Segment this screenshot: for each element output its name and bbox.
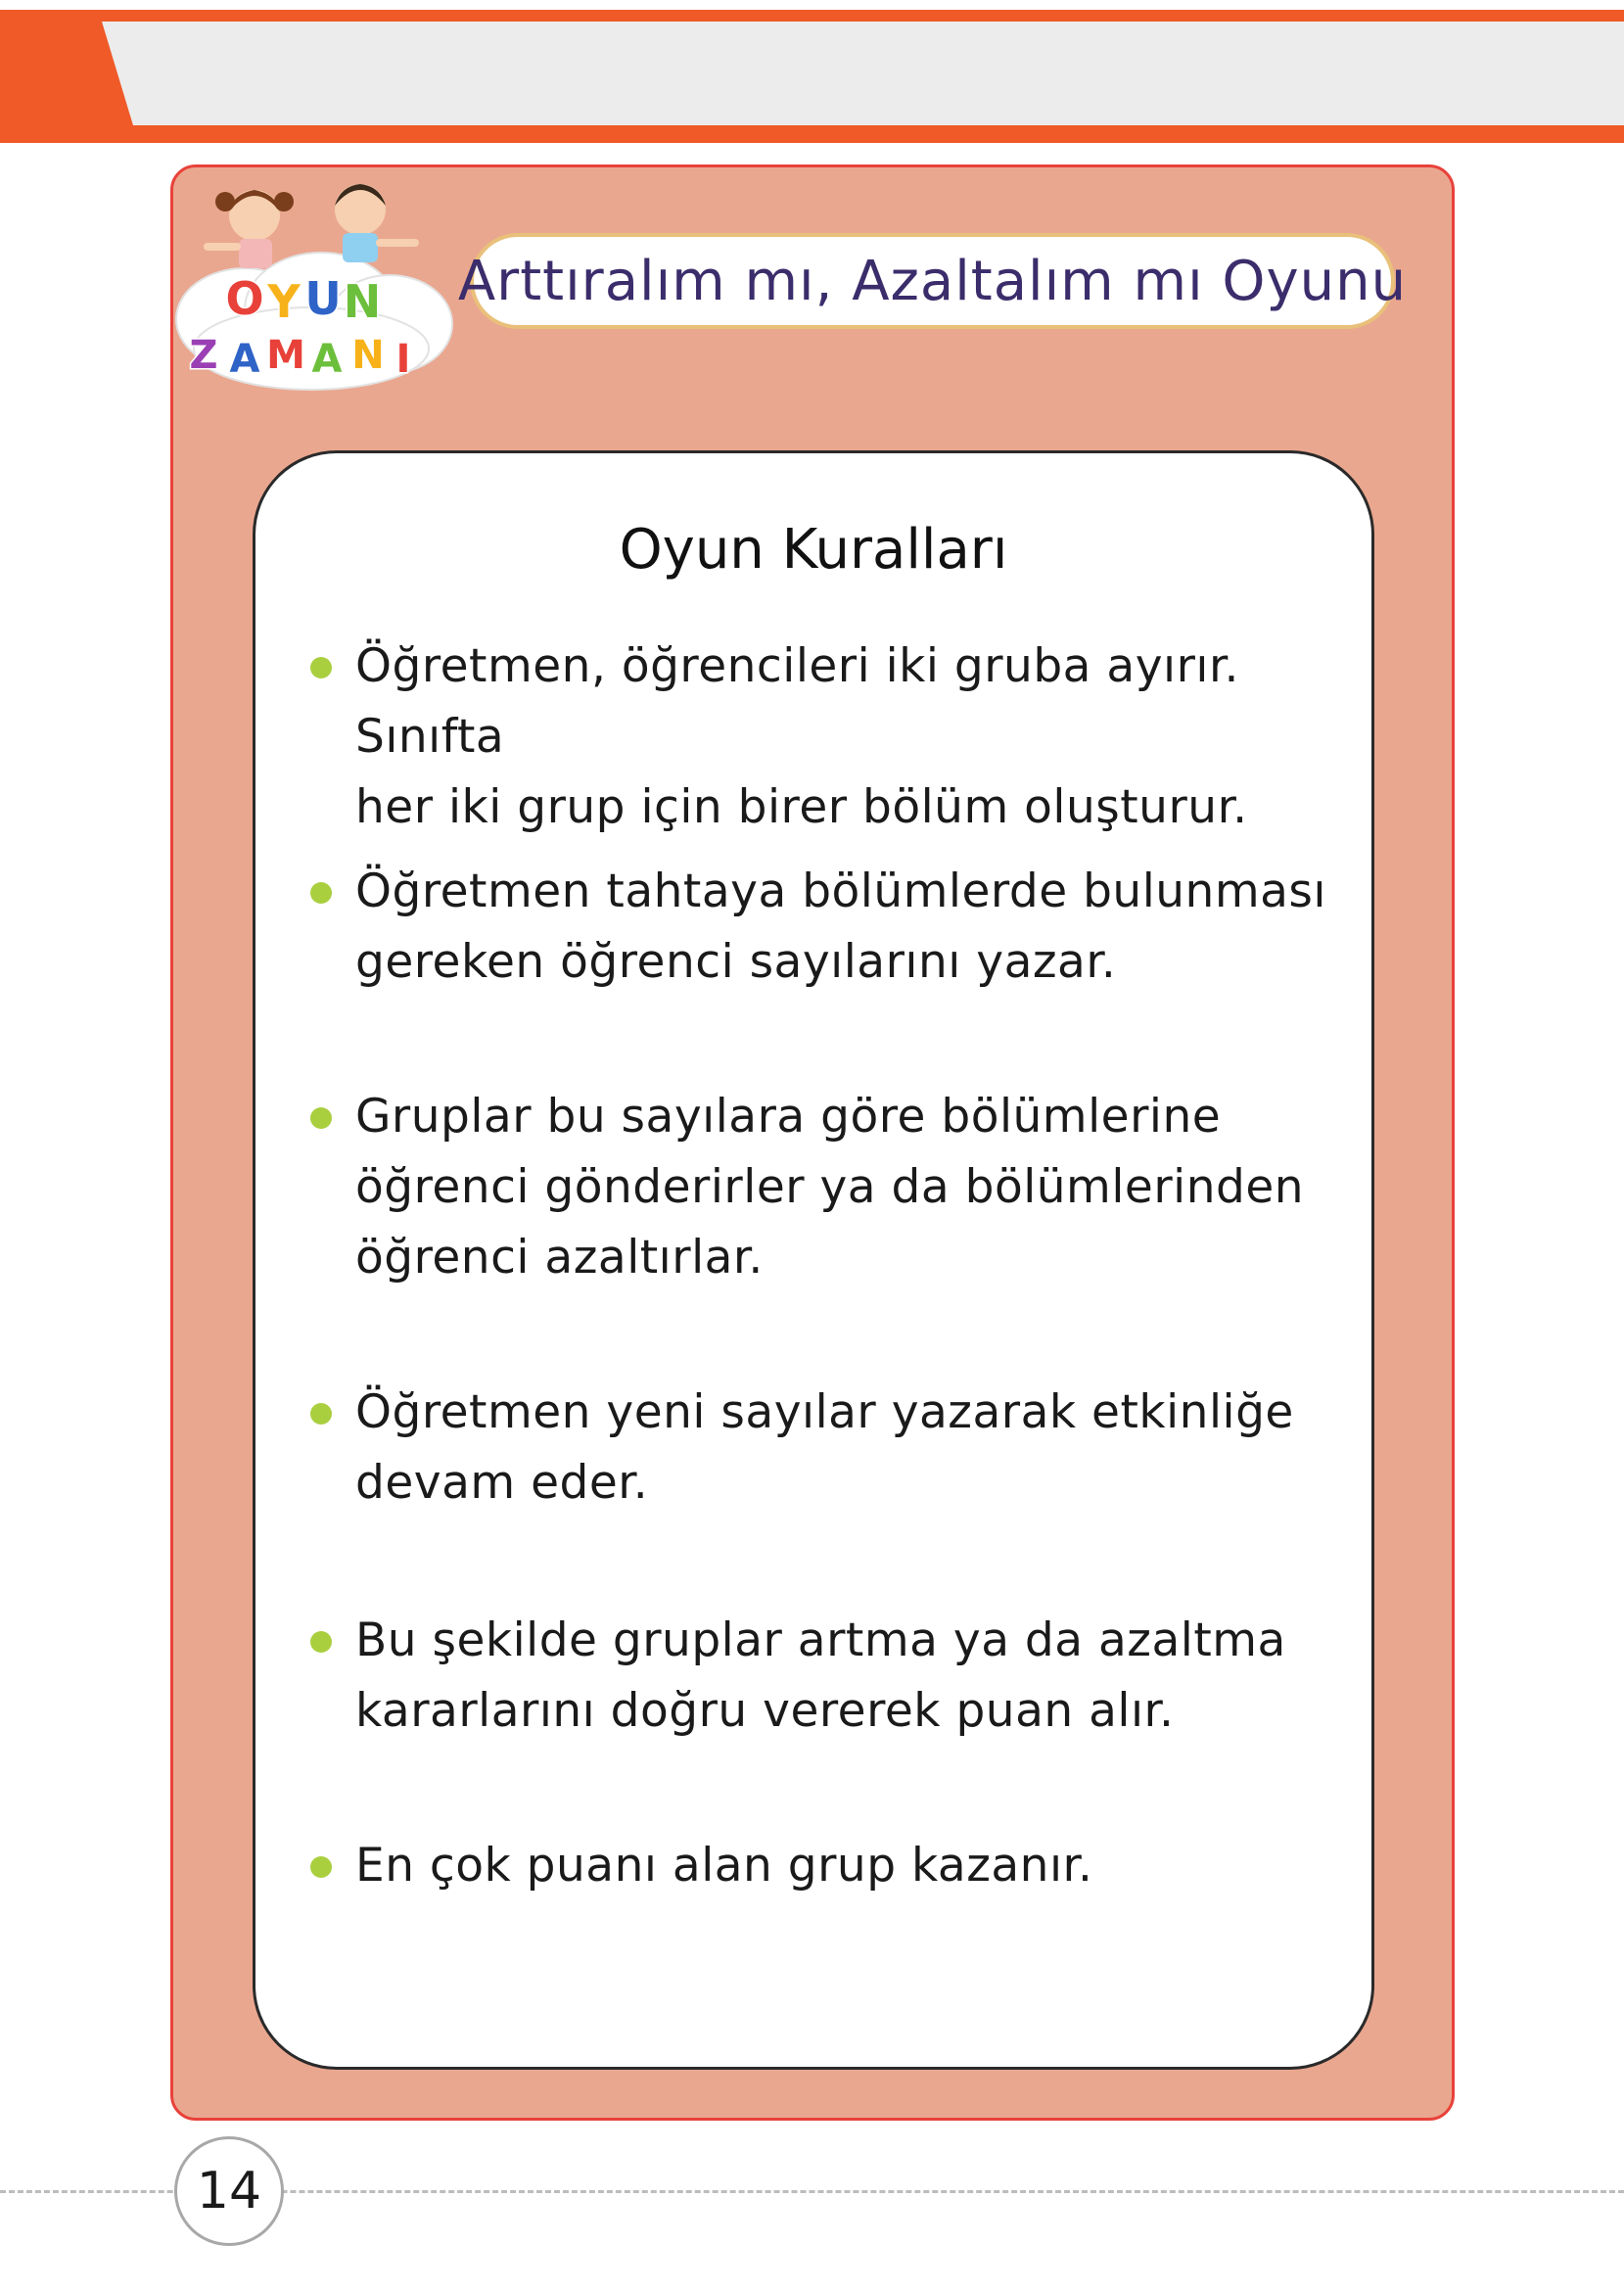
- svg-text:I: I: [395, 337, 411, 382]
- bullet-dot-icon: [310, 1403, 332, 1425]
- activity-title-pill: [457, 233, 1408, 329]
- svg-text:N: N: [351, 333, 385, 378]
- rule-text: Gruplar bu sayılara göre bölümlerine öğrenci gönderirler ya da bölümlerinden öğrenci azaltırlar.: [355, 1090, 1305, 1285]
- svg-text:U: U: [304, 272, 342, 325]
- rule-item: [310, 1606, 1328, 1747]
- bullet-dot-icon: [310, 1856, 332, 1878]
- rule-text: Bu şekilde gruplar artma ya da azaltma kararlarını doğru vererek puan alır.: [355, 1613, 1286, 1738]
- rule-text: En çok puanı alan grup kazanır.: [355, 1839, 1093, 1893]
- svg-text:A: A: [311, 337, 343, 382]
- page-number: 14: [196, 2162, 262, 2221]
- rule-item: [310, 857, 1328, 998]
- rule-item: [310, 1378, 1328, 1519]
- svg-text:N: N: [343, 275, 382, 328]
- kids-logo-icon: [174, 172, 458, 399]
- rules-heading: Oyun Kuralları: [619, 518, 1008, 582]
- header-band: [0, 0, 1624, 143]
- activity-title: Arttıralım mı, Azaltalım mı Oyunu: [457, 249, 1408, 313]
- boy-figure-icon: [335, 184, 419, 262]
- rule-text: Öğretmen, öğrencileri iki gruba ayırır. Sınıfta her iki grup için birer bölüm oluşturur.: [355, 639, 1248, 834]
- svg-text:Y: Y: [267, 275, 301, 328]
- rule-text: Öğretmen yeni sayılar yazarak etkinliğe devam eder.: [355, 1385, 1294, 1510]
- girl-figure-icon: [204, 190, 294, 268]
- rule-item: [310, 1831, 1328, 1901]
- rule-text: Öğretmen tahtaya bölümlerde bulunması gereken öğrenci sayılarını yazar.: [355, 865, 1326, 989]
- bullet-dot-icon: [310, 657, 332, 678]
- svg-text:M: M: [266, 333, 305, 378]
- rule-item: [310, 631, 1328, 843]
- bullet-dot-icon: [310, 882, 332, 904]
- svg-text:Z: Z: [189, 333, 218, 378]
- svg-text:O: O: [225, 272, 264, 325]
- rule-item: [310, 1082, 1328, 1293]
- page-number-badge: [174, 2136, 284, 2246]
- bullet-dot-icon: [310, 1107, 332, 1129]
- bullet-dot-icon: [310, 1631, 332, 1653]
- rules-box: [253, 450, 1374, 2070]
- svg-text:A: A: [229, 337, 260, 382]
